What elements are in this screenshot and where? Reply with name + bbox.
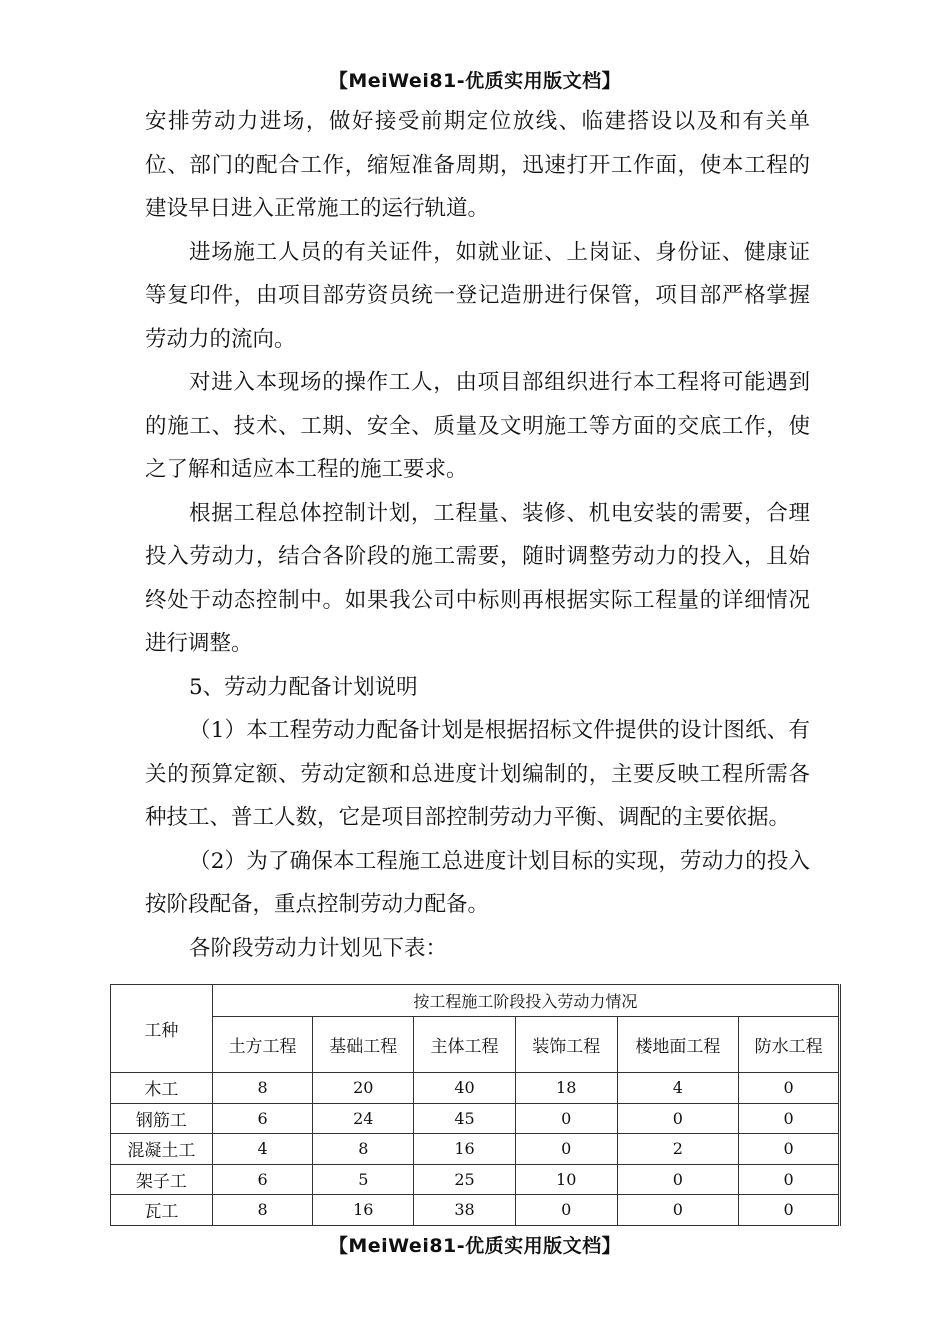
table-header-row	[111, 985, 840, 1017]
table-cell: 10	[515, 1164, 617, 1195]
table-cell: 6	[212, 1103, 313, 1134]
table-cell: 0	[617, 1164, 739, 1195]
table-cell: 0	[617, 1103, 739, 1134]
column-header: 装饰工程	[515, 1017, 617, 1073]
table-subheader-row	[111, 1017, 840, 1073]
table-cell: 8	[313, 1134, 414, 1165]
table-caption: 各阶段劳动力计划见下表：	[189, 935, 448, 961]
table-cell: 0	[739, 1073, 840, 1104]
paragraph: 根据工程总体控制计划，工程量、装修、机电安装的需要，合理投入劳动力，结合各阶段的施工需要，随时调整劳动力的投入，且始终处于动态控制中。如果我公司中标则再根据实际工程量的详细情况进行调整。	[145, 500, 810, 656]
work-type-cell: 架子工	[111, 1164, 213, 1195]
stage-group-header: 按工程施工阶段投入劳动力情况	[212, 985, 839, 1017]
table-cell: 24	[313, 1103, 414, 1134]
table-cell: 0	[739, 1164, 840, 1195]
paragraph: 安排劳动力进场，做好接受前期定位放线、临建搭设以及和有关单位、部门的配合工作，缩短准备周期，迅速打开工作面，使本工程的建设早日进入正常施工的运行轨道。	[145, 109, 810, 221]
table-row	[111, 1164, 840, 1195]
paragraph: 进场施工人员的有关证件，如就业证、上岗证、身份证、健康证等复印件，由项目部劳资员统一登记造册进行保管，项目部严格掌握劳动力的流向。	[145, 239, 810, 352]
table-cell: 0	[739, 1103, 840, 1134]
table-cell: 5	[313, 1164, 414, 1195]
table-cell: 18	[515, 1073, 617, 1104]
table-cell: 0	[739, 1134, 840, 1165]
table-cell: 0	[739, 1195, 840, 1226]
table-cell: 16	[414, 1134, 516, 1165]
table-cell: 0	[515, 1134, 617, 1165]
work-type-cell: 木工	[111, 1073, 213, 1104]
work-type-header: 工种	[111, 985, 213, 1073]
paragraph: （1）本工程劳动力配备计划是根据招标文件提供的设计图纸、有关的预算定额、劳动定额和总进度计划编制的，主要反映工程所需各种技工、普工人数，它是项目部控制劳动力平衡、调配的主要依据。	[145, 718, 810, 830]
table-cell: 6	[212, 1164, 313, 1195]
work-type-cell: 混凝土工	[111, 1134, 213, 1165]
body-text	[145, 100, 810, 970]
table-cell: 2	[617, 1134, 739, 1165]
table-cell: 4	[212, 1134, 313, 1165]
table-cell: 20	[313, 1073, 414, 1104]
header-watermark: 【MeiWei81-优质实用版文档】	[328, 70, 622, 92]
column-header: 基础工程	[313, 1017, 414, 1073]
table-cell: 25	[414, 1164, 516, 1195]
table-cell: 38	[414, 1195, 516, 1226]
labor-plan-table	[110, 984, 841, 1226]
column-header: 主体工程	[414, 1017, 516, 1073]
section-heading: 5、劳动力配备计划说明	[189, 674, 418, 700]
table-cell: 8	[212, 1073, 313, 1104]
table-cell: 4	[617, 1073, 739, 1104]
paragraph: 对进入本现场的操作工人，由项目部组织进行本工程将可能遇到的施工、技术、工期、安全、质量及文明施工等方面的交底工作，使之了解和适应本工程的施工要求。	[145, 370, 810, 482]
table-cell: 45	[414, 1103, 516, 1134]
table-row	[111, 1103, 840, 1134]
table-cell: 8	[212, 1195, 313, 1226]
table-cell: 0	[515, 1103, 617, 1134]
table-cell: 0	[617, 1195, 739, 1226]
column-header: 楼地面工程	[617, 1017, 739, 1073]
work-type-cell: 瓦工	[111, 1195, 213, 1226]
paragraph: （2）为了确保本工程施工总进度计划目标的实现，劳动力的投入按阶段配备，重点控制劳动力配备。	[145, 848, 810, 917]
table-row	[111, 1073, 840, 1104]
footer-watermark: 【MeiWei81-优质实用版文档】	[328, 1235, 622, 1257]
table-row	[111, 1134, 840, 1165]
column-header: 防水工程	[739, 1017, 840, 1073]
table-cell: 16	[313, 1195, 414, 1226]
work-type-cell: 钢筋工	[111, 1103, 213, 1134]
table-cell: 40	[414, 1073, 516, 1104]
column-header: 土方工程	[212, 1017, 313, 1073]
table-cell: 0	[515, 1195, 617, 1226]
table-row	[111, 1195, 840, 1226]
